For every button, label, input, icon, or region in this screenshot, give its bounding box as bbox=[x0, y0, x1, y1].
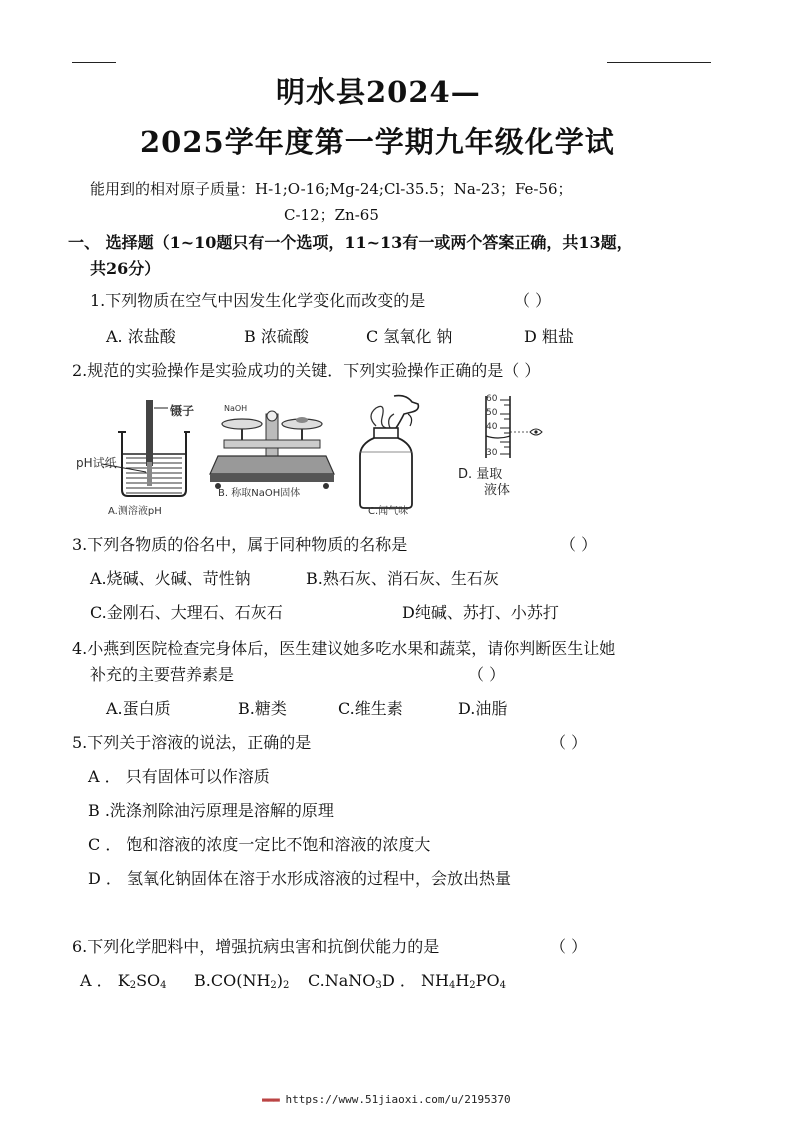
question-2-stem: 2.规范的实验操作是实验成功的关键．下列实验操作正确的是（ ） bbox=[72, 361, 541, 380]
bottle-hand-icon bbox=[346, 392, 446, 518]
atomic-masses-line2: C-12；Zn-65 bbox=[284, 206, 379, 224]
figure-c-caption: C.闻气味 bbox=[368, 506, 409, 517]
question-3-option-a: A.烧碱、火碱、苛性钠 bbox=[90, 569, 251, 588]
question-6-option-a: A ． $K_2SO_4$ bbox=[80, 971, 167, 991]
question-3-blank: （ ） bbox=[560, 535, 598, 554]
figure-d-tick-40: 40 bbox=[486, 422, 498, 432]
question-1-stem: 1.下列物质在空气中因发生化学变化而改变的是 bbox=[90, 291, 426, 310]
question-5-option-b: B .洗涤剂除油污原理是溶解的原理 bbox=[88, 801, 334, 820]
section-heading-line1: 一、 选择题（1~10题只有一个选项，11~13有一或两个答案正确，共13题， bbox=[68, 233, 633, 252]
footer-logo-icon: ▬▬▬ bbox=[262, 1093, 279, 1106]
figure-d-caption-line1: D. 量取 bbox=[458, 467, 503, 482]
figure-d-caption-line2: 液体 bbox=[484, 483, 511, 498]
question-4-option-a: A.蛋白质 bbox=[106, 699, 171, 718]
figure-d-cylinder bbox=[450, 392, 560, 518]
question-1-blank: （ ） bbox=[514, 291, 552, 310]
header-rule-right bbox=[607, 62, 711, 63]
figure-d-tick-50: 50 bbox=[486, 408, 498, 418]
question-6-option-d: D ． $NH_4H_2PO_4$ bbox=[382, 971, 506, 991]
figure-c-smell bbox=[346, 392, 446, 518]
figure-b-caption: B. 称取NaOH固体 bbox=[218, 488, 301, 499]
figure-b-balance bbox=[204, 392, 340, 518]
question-3-option-b: B.熟石灰、消石灰、生石灰 bbox=[306, 569, 499, 588]
question-4-stem-line1: 4.小燕到医院检查完身体后，医生建议她多吃水果和蔬菜，请你判断医生让她 bbox=[72, 639, 616, 658]
page-title-line1: 明水县2024— bbox=[276, 75, 481, 109]
question-4-option-b: B.糖类 bbox=[238, 699, 287, 718]
question-4-option-c: C.维生素 bbox=[338, 699, 403, 718]
graduated-cylinder-icon bbox=[450, 392, 560, 518]
figure-a-caption: A.测溶液pH bbox=[108, 506, 162, 517]
question-5-option-a: A ． 只有固体可以作溶质 bbox=[88, 767, 270, 786]
figure-a-ph-test bbox=[72, 392, 202, 518]
question-1-option-a: A. 浓盐酸 bbox=[106, 327, 176, 346]
question-3-stem: 3.下列各物质的俗名中，属于同种物质的名称是 bbox=[72, 535, 408, 554]
question-6-blank: （ ） bbox=[550, 937, 588, 956]
question-4-stem-line2: 补充的主要营养素是 bbox=[90, 665, 235, 684]
question-6-option-c: C.NaNO$_3$ bbox=[308, 971, 382, 991]
section-heading-line2: 共26分） bbox=[90, 259, 161, 278]
header-rule-left bbox=[72, 62, 116, 63]
question-5-blank: （ ） bbox=[550, 733, 588, 752]
question-3-option-c: C.金刚石、大理石、石灰石 bbox=[90, 603, 283, 622]
page-title-line2: 2025学年度第一学期九年级化学试 bbox=[140, 125, 615, 159]
figure-a-label-tweezers: 镊子 bbox=[170, 404, 195, 418]
question-4-option-d: D.油脂 bbox=[458, 699, 508, 718]
footer-url[interactable]: https://www.51jiaoxi.com/u/2195370 bbox=[285, 1093, 511, 1106]
figure-d-tick-60: 60 bbox=[486, 394, 498, 404]
figure-a-label-ph-paper: pH试纸 bbox=[76, 456, 117, 470]
figure-d-tick-30: 30 bbox=[486, 448, 498, 458]
footer-source-link[interactable] bbox=[262, 1093, 511, 1106]
question-6-stem: 6.下列化学肥料中，增强抗病虫害和抗倒伏能力的是 bbox=[72, 937, 440, 956]
question-5-stem: 5.下列关于溶液的说法，正确的是 bbox=[72, 733, 312, 752]
atomic-masses-line1: 能用到的相对原子质量：H-1;O-16;Mg-24;Cl-35.5；Na-23；Fe-56； bbox=[90, 180, 573, 198]
question-1-option-c: C 氢氧化 钠 bbox=[366, 327, 453, 346]
question-5-option-c: C ． 饱和溶液的浓度一定比不饱和溶液的浓度大 bbox=[88, 835, 431, 854]
question-5-option-d: D ． 氢氧化钠固体在溶于水形成溶液的过程中，会放出热量 bbox=[88, 869, 512, 888]
question-1-option-b: B 浓硫酸 bbox=[244, 327, 309, 346]
figure-b-label-naoh: NaOH bbox=[224, 404, 248, 413]
question-1-option-d: D 粗盐 bbox=[524, 327, 574, 346]
question-6-option-b: $B.CO(NH_2)_2$ bbox=[194, 971, 290, 991]
question-4-blank: （ ） bbox=[468, 665, 506, 684]
question-3-option-d: D纯碱、苏打、小苏打 bbox=[402, 603, 559, 622]
